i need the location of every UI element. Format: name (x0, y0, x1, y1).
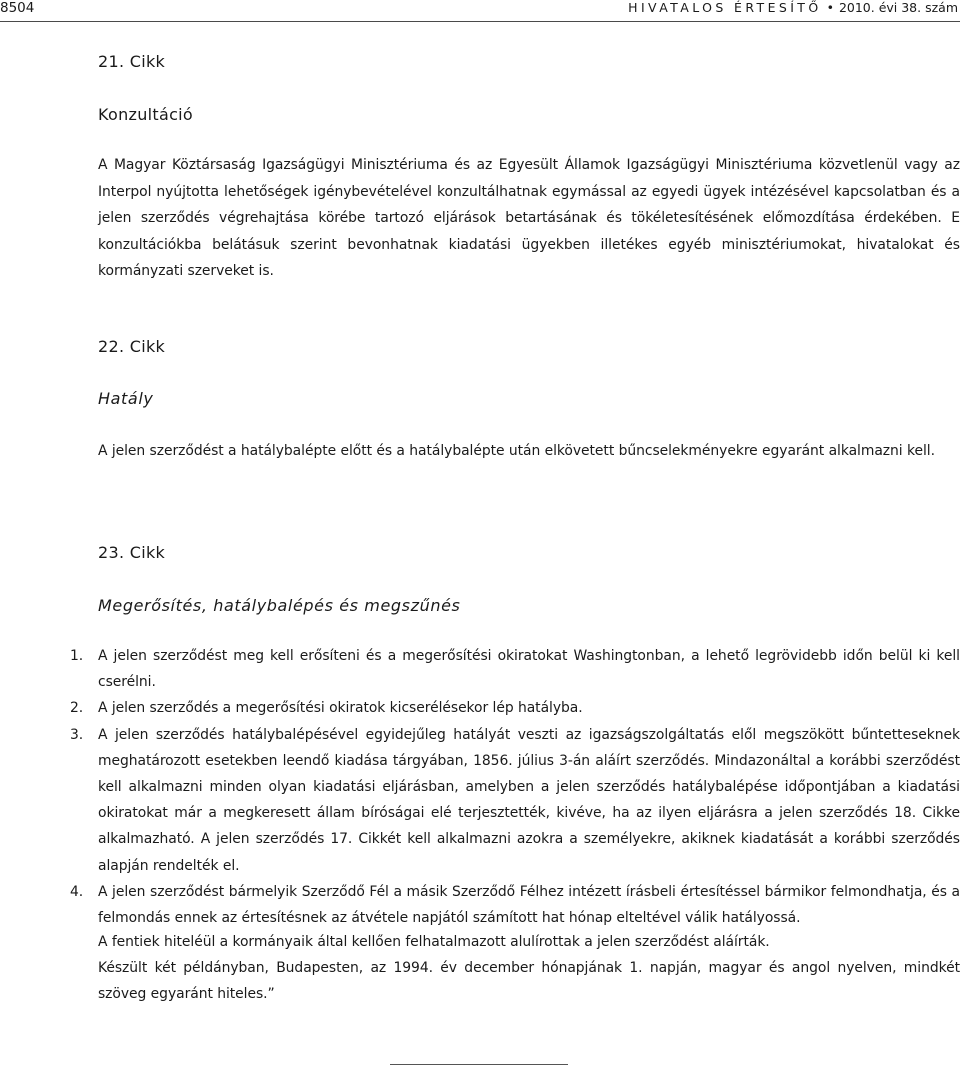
list-item-text: A jelen szerződés a megerősítési okiratok kicserélésekor lép hatályba. (98, 700, 583, 717)
list-item (70, 643, 960, 695)
closing-signature-clause: Készült két példányban, Budapesten, az 1994. év december hónapjának 1. napján, magyar és angol nyelven, mindkét szöveg egyaránt hiteles.” (98, 960, 960, 1003)
running-head (628, 0, 958, 16)
footer-rule (390, 1064, 568, 1065)
list-item-text: A jelen szerződést meg kell erősíteni és a megerősítési okiratokat Washingtonban, a lehető legrövidebb időn belül ki kell cserélni. (98, 648, 960, 691)
article-22-subtitle: Hatály (98, 389, 154, 408)
list-item-number: 3. (70, 726, 84, 743)
article-21-subtitle: Konzultáció (98, 105, 194, 124)
list-item-number: 4. (70, 883, 84, 900)
article-23-list (70, 643, 960, 931)
list-item (70, 722, 960, 879)
article-23-subtitle: Megerősítés, hatálybalépés és megszűnés (98, 596, 461, 615)
separator-dot: • (826, 0, 834, 15)
issue-label: 2010. évi 38. szám (838, 0, 958, 15)
page-number: 8504 (0, 0, 35, 16)
article-21-paragraph: A Magyar Köztársaság Igazságügyi Minisztériuma és az Egyesült Államok Igazságügyi Minisztériuma közvetlenül vagy az Interpol nyújtotta lehetőségek igénybevételével konzultálhatnak egymással az egyedi ügyek intézésével kapcsolatban és a jelen szerződés végrehajtása körébe tartozó eljárások betartásának és tökéletesítésének előmozdítása érdekében. E konzultációkba belátásuk szerint bevonhatnak kiadatási ügyekben illetékes egyéb minisztériumokat, hivatalokat és kormányzati szerveket is. (98, 157, 960, 279)
article-23-title: 23. Cikk (98, 543, 166, 562)
list-item-number: 1. (70, 648, 84, 664)
page-header (0, 0, 960, 22)
article-21-title: 21. Cikk (98, 52, 166, 71)
publication-name: HIVATALOS ÉRTESÍTŐ (628, 0, 822, 15)
closing-attestation: A fentiek hiteléül a kormányaik által kellően felhatalmazott alulírottak a jelen szerződést aláírták. (98, 934, 770, 950)
article-22-title: 22. Cikk (98, 337, 166, 356)
header-rule (0, 21, 960, 22)
article-22-paragraph: A jelen szerződést a hatálybalépte előtt és a hatálybalépte után elkövetett bűncselekményekre egyaránt alkalmazni kell. (98, 443, 935, 459)
list-item (70, 695, 960, 721)
list-item-text: A jelen szerződés hatálybalépésével egyidejűleg hatályát veszti az igazságszolgáltatás elől megszökött bűntetteseknek meghatározott esetekben leendő kiadása tárgyában, 1856. július 3-án aláírt szerződés. Mindazonáltal a korábbi szerződést kell alkalmazni minden olyan kiadatási eljárásban, amelyben a jelen szerződés hatálybalépése időpontjában a kiadatási okiratokat már a megkeresett állam bíróságai elé terjesztették, kivéve, ha az ilyen eljárásra a jelen szerződés 18. Cikke alkalmazható. A jelen szerződés 17. Cikkét kell alkalmazni azokra a személyekre, akiknek kiadatását a korábbi szerződés alapján rendelték el. (98, 726, 960, 874)
list-item (70, 879, 960, 931)
list-item-number: 2. (70, 700, 84, 717)
list-item-text: A jelen szerződést bármelyik Szerződő Fél a másik Szerződő Félhez intézett írásbeli értesítéssel bármikor felmondhatja, és a felmondás ennek az értesítésnek az átvétele napjától számított hat hónap elteltével válik hatályossá. (98, 883, 960, 927)
